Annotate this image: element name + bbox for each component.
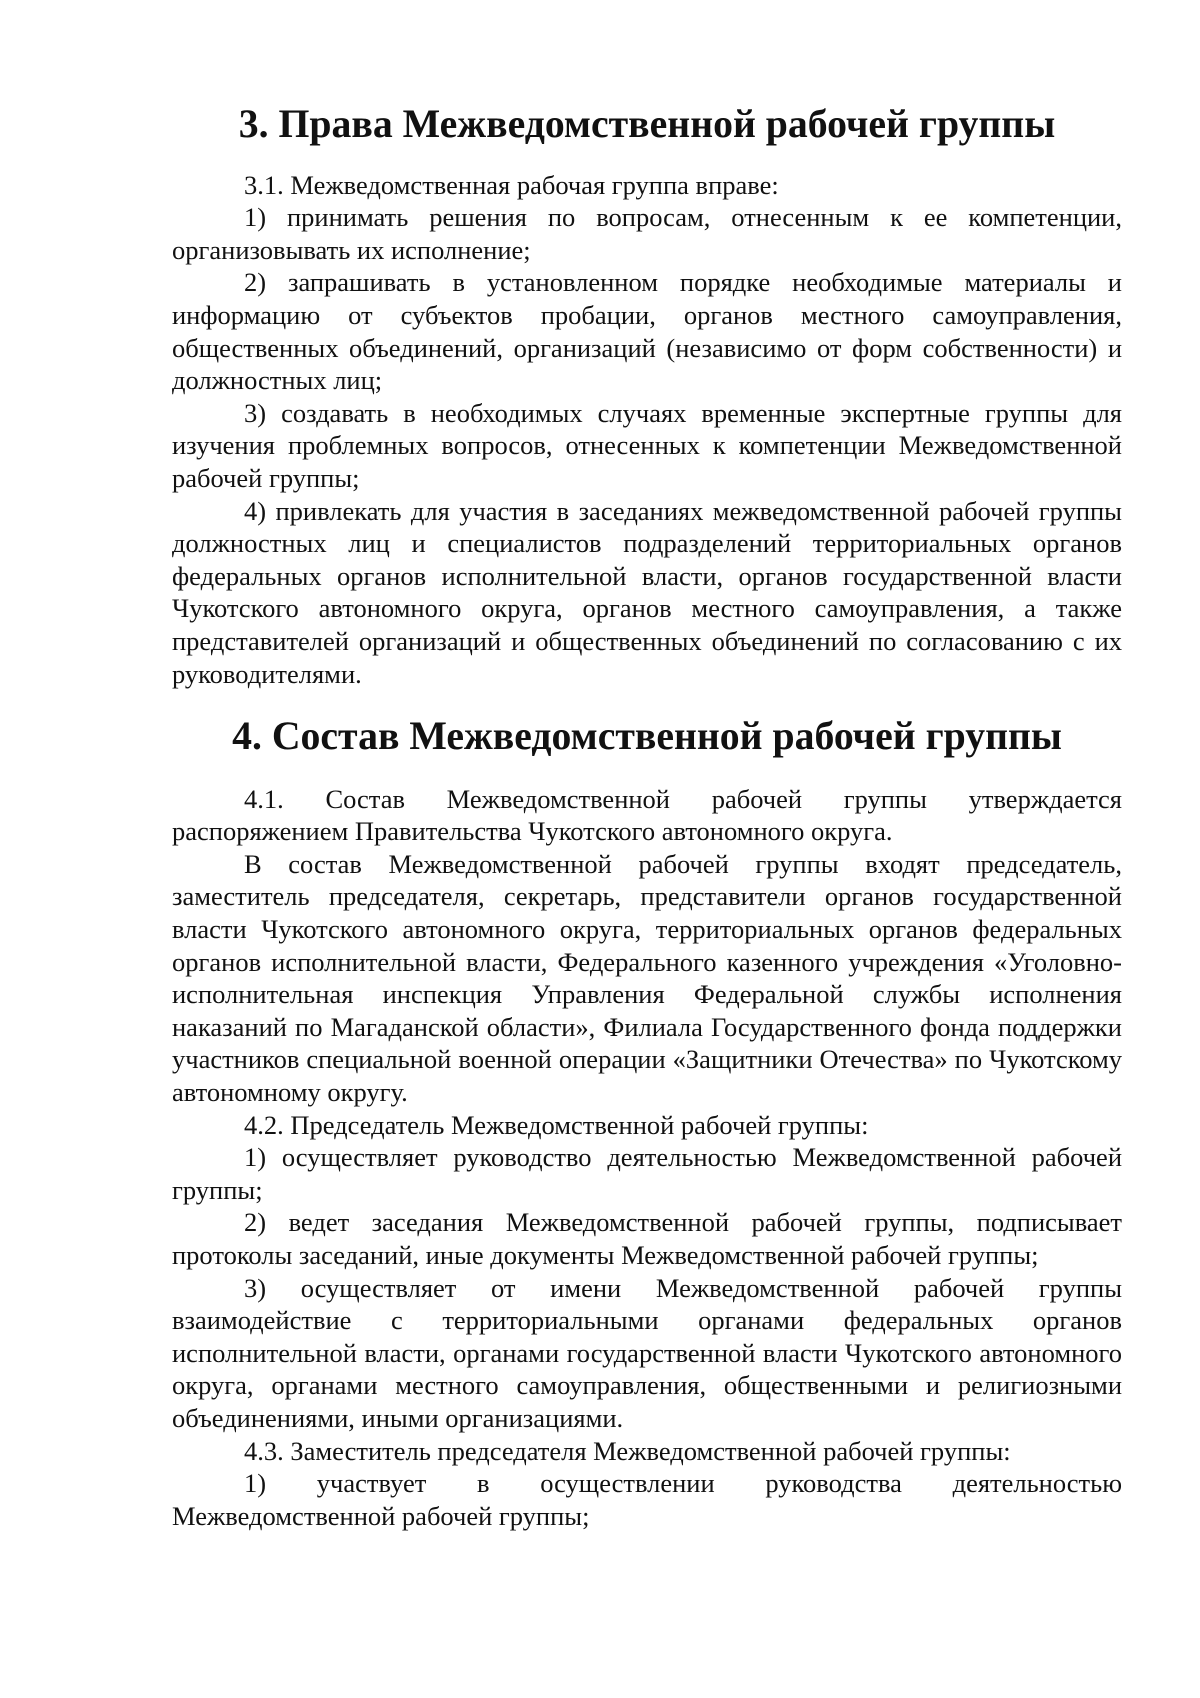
paragraph-4-1: 4.1. Состав Межведомственной рабочей группы утверждается распоряжением Правительства Чукотского автономного округа. [172, 783, 1122, 847]
paragraph-3-1: 3.1. Межведомственная рабочая группа вправе: [244, 169, 779, 200]
paragraph-4-2: 4.2. Председатель Межведомственной рабочей группы: [244, 1109, 869, 1140]
paragraph-4-2-item-2: 2) ведет заседания Межведомственной рабочей группы, подписывает протоколы заседаний, иные документы Межведомственной рабочей группы; [172, 1207, 1122, 1270]
paragraph-4-2-item-1: 1) осуществляет руководство деятельностью Межведомственной рабочей группы; [172, 1142, 1122, 1205]
section-4-title: 4. Состав Межведомственной рабочей группы [232, 714, 1062, 759]
paragraph-3-1-item-4: 4) привлекать для участия в заседаниях межведомственной рабочей группы должностных лиц и специалистов подразделений территориальных органов федеральных органов исполнительной власти, органов государственной власти Чукотского автономного округа, органов местного самоуправления, а также представителей организаций и общественных объединений по согласованию с их руководителями. [172, 495, 1122, 689]
paragraph-4-1-composition: В состав Межведомственной рабочей группы входят председатель, заместитель председателя, секретарь, представители органов государственной власти Чукотского автономного округа, территориальных органов федеральных органов исполнительной власти, Федерального казенного учреждения «Уголовно-исполнительная инспекция Управления Федеральной службы исполнения наказаний по Магаданской области», Филиала Государственного фонда поддержки участников специальной военной операции «Защитники Отечества» по Чукотскому автономному округу. [172, 848, 1122, 1108]
paragraph-3-1-item-1: 1) принимать решения по вопросам, отнесенным к ее компетенции, организовывать их исполнение; [172, 202, 1122, 265]
document-page [172, 102, 1122, 1532]
paragraph-3-1-item-2: 2) запрашивать в установленном порядке необходимые материалы и информацию от субъектов пробации, органов местного самоуправления, общественных объединений, организаций (независимо от форм собственности) и должностных лиц; [172, 267, 1122, 396]
section-3-title: 3. Права Межведомственной рабочей группы [238, 102, 1056, 146]
paragraph-4-3: 4.3. Заместитель председателя Межведомственной рабочей группы: [244, 1435, 1011, 1466]
paragraph-3-1-item-3: 3) создавать в необходимых случаях временные экспертные группы для изучения проблемных вопросов, отнесенных к компетенции Межведомственной рабочей группы; [172, 397, 1122, 493]
paragraph-4-2-item-3: 3) осуществляет от имени Межведомственной рабочей группы взаимодействие с территориальными органами федеральных органов исполнительной власти, органами государственной власти Чукотского автономного округа, органами местного самоуправления, общественными и религиозными объединениями, иными организациями. [172, 1272, 1122, 1433]
paragraph-4-3-item-1: 1) участвует в осуществлении руководства деятельностью Межведомственной рабочей группы; [172, 1468, 1122, 1531]
